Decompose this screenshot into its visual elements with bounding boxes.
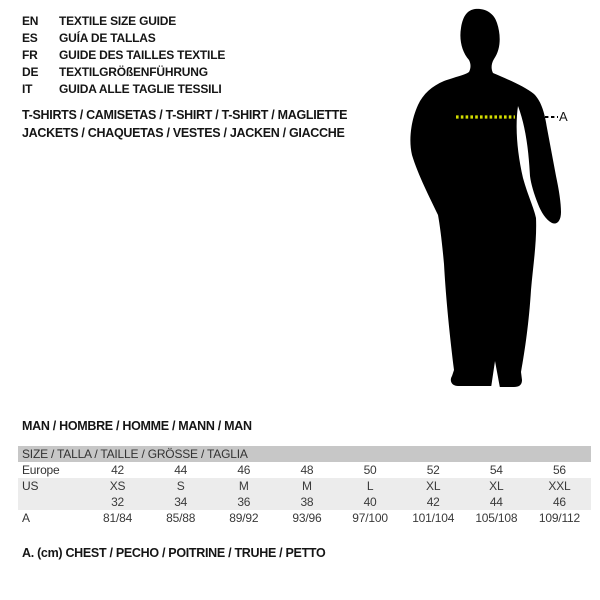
table-cell: S: [176, 479, 185, 493]
table-cell: 93/96: [292, 511, 322, 525]
table-cell: M: [302, 479, 312, 493]
language-title: GUIDE DES TAILLES TEXTILE: [59, 48, 226, 62]
measure-point-label: A: [559, 109, 568, 124]
table-cell: 34: [174, 495, 188, 509]
table-cell: 42: [426, 495, 440, 509]
table-row-us-numeric: [18, 494, 591, 510]
table-cell: 85/88: [166, 511, 196, 525]
section-title-man: MAN / HOMBRE / HOMME / MANN / MAN: [22, 419, 252, 433]
list-item: [22, 47, 225, 64]
language-code: ES: [22, 31, 38, 45]
table-cell: 56: [552, 463, 566, 477]
table-cell: 46: [237, 463, 251, 477]
table-cell: XL: [489, 479, 504, 493]
garment-types: [22, 106, 347, 142]
table-cell: 50: [363, 463, 377, 477]
row-label: Europe: [22, 463, 60, 477]
size-table-header: SIZE / TALLA / TAILLE / GRÖSSE / TAGLIA: [18, 446, 591, 462]
row-label: A: [22, 511, 30, 525]
garment-line-jackets: JACKETS / CHAQUETAS / VESTES / JACKEN / GIACCHE: [22, 126, 345, 140]
language-guide-list: [22, 13, 225, 98]
table-row-europe: [18, 462, 591, 478]
table-cell: 46: [552, 495, 566, 509]
table-cell: 36: [237, 495, 251, 509]
table-cell: 101/104: [412, 511, 455, 525]
table-cell: XL: [426, 479, 441, 493]
measurement-footnote: A. (cm) CHEST / PECHO / POITRINE / TRUHE / PETTO: [22, 546, 326, 560]
man-silhouette: [410, 9, 561, 387]
language-title: GUIDA ALLE TAGLIE TESSILI: [59, 82, 222, 96]
language-title: GUÍA DE TALLAS: [59, 31, 156, 45]
table-cell: 52: [426, 463, 440, 477]
list-item: [22, 13, 225, 30]
table-cell: 38: [300, 495, 314, 509]
table-cell: 54: [489, 463, 503, 477]
list-item: [22, 30, 225, 47]
table-cell: 109/112: [538, 511, 580, 525]
garment-line-tshirts: T-SHIRTS / CAMISETAS / T-SHIRT / T-SHIRT / MAGLIETTE: [22, 108, 348, 122]
language-code: DE: [22, 65, 39, 79]
table-cell: 44: [489, 495, 503, 509]
table-cell: 44: [174, 463, 188, 477]
table-row-chest: [18, 510, 591, 526]
table-cell: L: [366, 479, 374, 493]
table-cell: 42: [111, 463, 125, 477]
list-item: [22, 64, 225, 81]
language-code: IT: [22, 82, 33, 96]
table-cell: M: [238, 479, 249, 493]
table-cell: 105/108: [475, 511, 518, 525]
language-title: TEXTILE SIZE GUIDE: [59, 14, 177, 28]
table-cell: 40: [363, 495, 377, 509]
table-cell: 32: [111, 495, 125, 509]
table-cell: 89/92: [229, 511, 259, 525]
language-code: EN: [22, 14, 39, 28]
table-cell: 97/100: [352, 511, 388, 525]
table-cell: 81/84: [103, 511, 133, 525]
table-row-us: [18, 478, 591, 494]
row-label: US: [22, 479, 39, 493]
table-cell: XXL: [548, 479, 571, 493]
size-table: [18, 446, 591, 526]
table-cell: 48: [300, 463, 314, 477]
language-title: TEXTILGRÖßENFÜHRUNG: [59, 65, 208, 79]
list-item: [22, 81, 225, 98]
language-code: FR: [22, 48, 38, 62]
table-cell: XS: [109, 479, 126, 493]
row-label: [18, 494, 86, 510]
